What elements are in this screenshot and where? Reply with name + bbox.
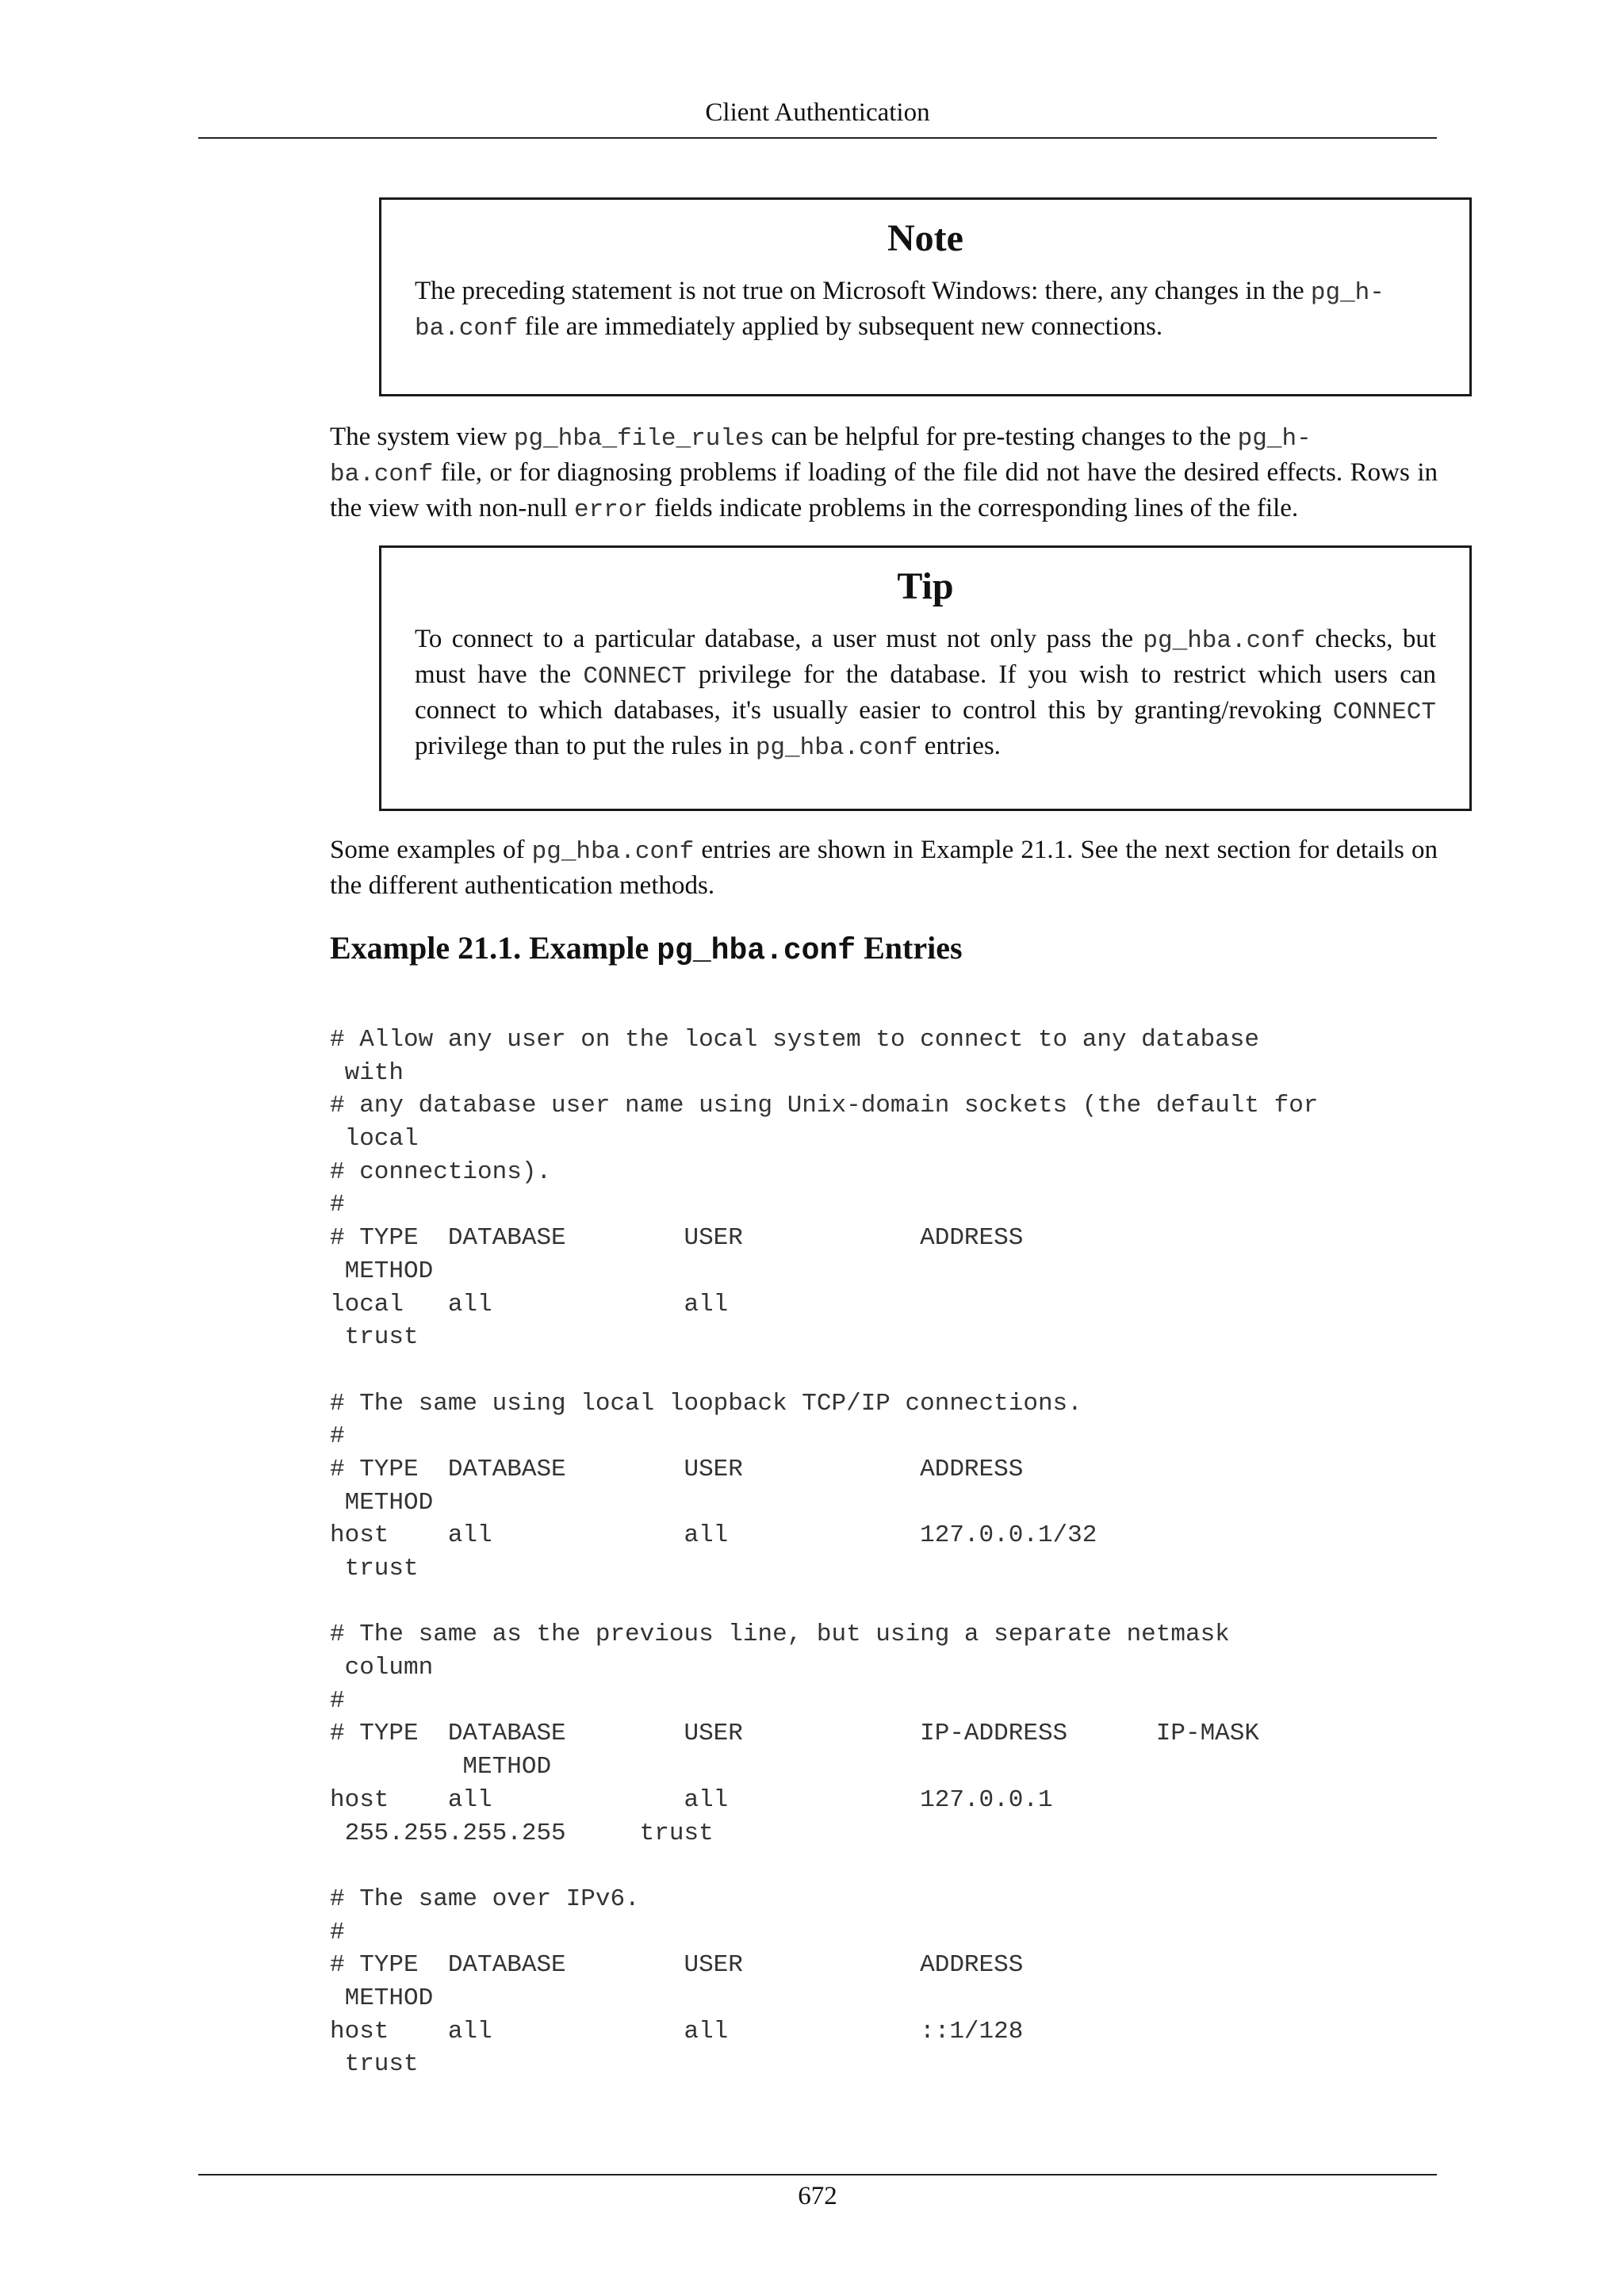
text-run: entries are shown in Example 21.1. See the next section for details on the different authentication methods. [330,836,1438,900]
note-box [379,197,1472,396]
code-line [330,1354,1456,1387]
code-line: # [330,1686,345,1715]
footer-rule [198,2174,1437,2175]
inline-code: pg_hba_file_rules [513,425,765,453]
text-run: To connect to a particular database, a user must not only pass the [415,625,1143,653]
text-run: checks, but must have the [415,625,1437,689]
inline-code: pg_h- [1310,279,1385,307]
code-line: host all all ::1/128 [330,2017,1024,2045]
code-line: # TYPE DATABASE USER ADDRESS [330,1455,1024,1483]
text-run: Some examples of [330,836,532,864]
tip-title: Tip [897,565,954,607]
code-line: column [330,1654,434,1682]
inline-code: pg_h- [1237,425,1312,453]
inline-code: pg_hba.conf [531,838,695,866]
code-line: # The same using local loopback TCP/IP connections. [330,1389,1082,1418]
note-title: Note [887,217,963,259]
code-line: trust [330,1555,419,1582]
code-line: # any database user name using Unix-domain sockets (the default for [330,1092,1319,1120]
inline-code: ba.conf [415,315,519,342]
text-run: The preceding statement is not true on Microsoft Windows: there, any changes in the [415,277,1311,305]
inline-code: error [573,496,648,524]
paragraph-system-view [330,420,1438,527]
text-run: The system view [330,423,514,451]
code-line: # TYPE DATABASE USER IP-ADDRESS IP-MASK [330,1720,1259,1748]
code-line: METHOD [330,1753,552,1781]
inline-code: CONNECT [583,663,687,691]
code-line: # The same as the previous line, but using a separate netmask [330,1621,1230,1649]
code-line: METHOD [330,1984,434,2012]
example-title-code: pg_hba.conf [657,934,856,968]
text-run: privilege than to put the rules in [415,732,756,760]
text-run: fields indicate problems in the corresponding lines of the file. [647,494,1299,522]
tip-box [379,545,1472,811]
code-line: # [330,1191,345,1219]
text-run: can be helpful for pre-testing changes to the [764,423,1238,451]
code-line: METHOD [330,1488,434,1517]
text-run: file, or for diagnosing problems if loading of the file did not have the desired effects. Rows in the view with non-null [330,458,1438,522]
code-line: # connections). [330,1158,552,1186]
inline-code: pg_hba.conf [1143,627,1306,655]
code-line [330,1850,1456,1883]
inline-code: CONNECT [1332,698,1436,726]
text-run: entries. [917,732,1001,760]
running-header: Client Authentication [705,98,930,127]
code-line: with [330,1058,404,1087]
paragraph-examples [330,833,1438,902]
note-body [415,274,1436,346]
code-line: # The same over IPv6. [330,1885,640,1913]
example-title [330,924,963,975]
text-run: file are immediately applied by subsequent new connections. [518,312,1163,341]
code-line: METHOD [330,1257,434,1285]
code-line: # Allow any user on the local system to connect to any database [330,1026,1259,1054]
text-run: privilege for the database. If you wish to restrict which users can connect to which databases, it's usually easier to control this by granting/revoking [415,660,1436,725]
code-line: trust [330,1323,419,1352]
code-line: # TYPE DATABASE USER ADDRESS [330,1951,1024,1980]
example-title-prefix: Example 21.1. Example [330,930,657,966]
code-line: local [330,1125,419,1154]
code-line: # [330,1918,345,1946]
code-line [330,1586,1456,1619]
example-title-suffix: Entries [856,930,963,966]
code-line: host all all 127.0.0.1/32 [330,1521,1097,1550]
code-line: 255.255.255.255 trust [330,1819,714,1847]
tip-body [415,622,1436,765]
code-line: host all all 127.0.0.1 [330,1785,1053,1814]
code-listing [330,1024,1456,2081]
inline-code: pg_hba.conf [755,734,918,762]
code-line: local all all [330,1290,729,1318]
code-line: # [330,1422,345,1451]
inline-code: ba.conf [330,461,434,488]
code-line: # TYPE DATABASE USER ADDRESS [330,1224,1024,1253]
code-line: trust [330,2050,419,2079]
header-rule [198,137,1437,139]
page-number: 672 [798,2182,837,2210]
